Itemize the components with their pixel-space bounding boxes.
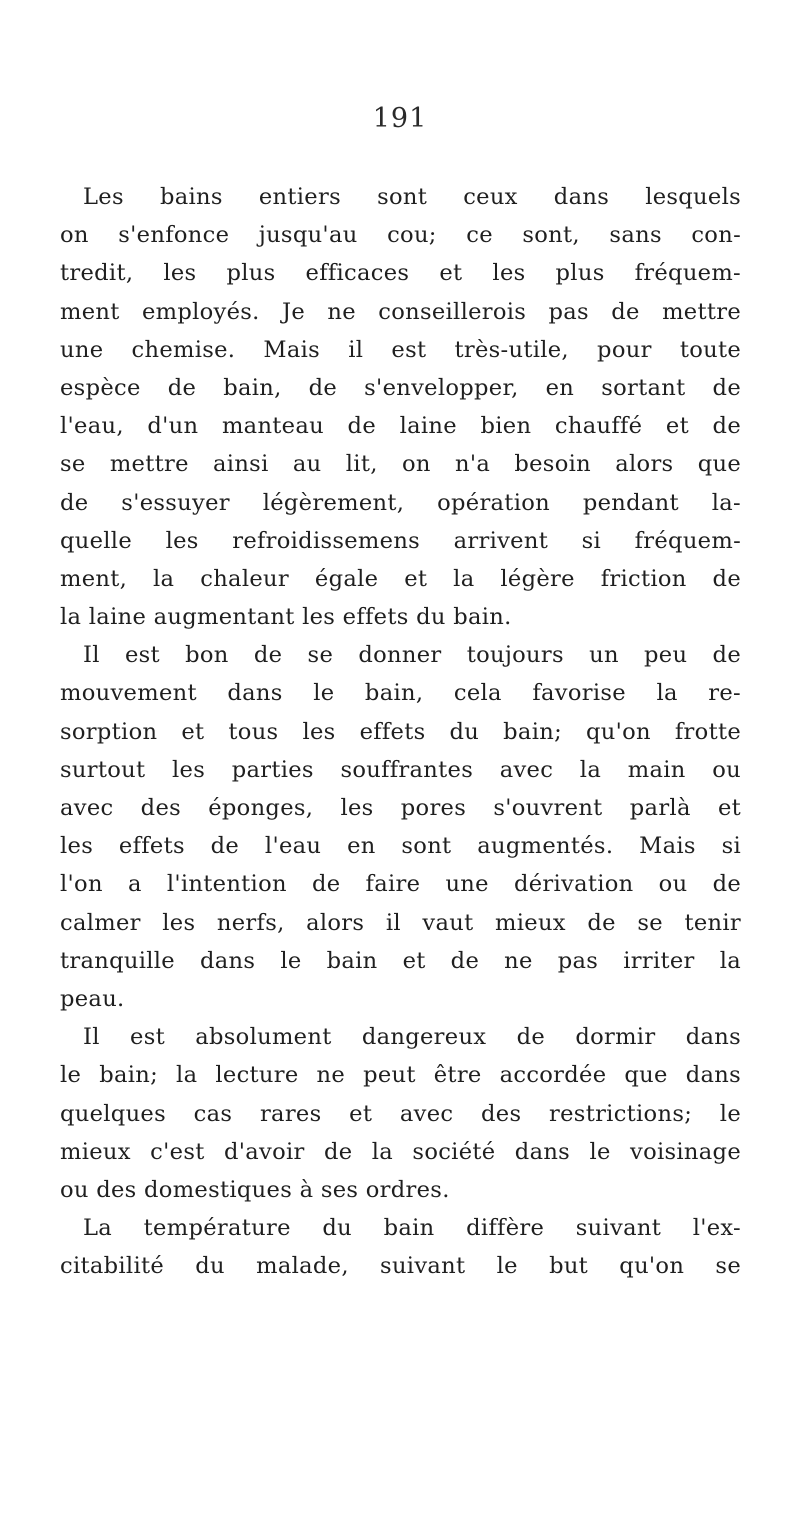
- text-line: Il est absolument dangereux de dormir dans: [83, 1024, 741, 1051]
- text-line: peau.: [60, 985, 125, 1012]
- text-line: citabilité du malade, suivant le but qu'on se: [60, 1253, 741, 1280]
- text-line: ment, la chaleur égale et la légère friction de: [60, 565, 741, 592]
- text-line: mouvement dans le bain, cela favorise la re-: [60, 680, 741, 707]
- text-line: mieux c'est d'avoir de la société dans le voisinage: [60, 1138, 741, 1165]
- text-line: se mettre ainsi au lit, on n'a besoin alors que: [60, 451, 741, 478]
- text-line: La température du bain diffère suivant l'ex-: [83, 1215, 741, 1242]
- text-line: avec des éponges, les pores s'ouvrent parlà et: [60, 795, 741, 821]
- body-text: [60, 178, 741, 1285]
- text-line: surtout les parties souffrantes avec la main ou: [60, 756, 741, 783]
- text-line: l'eau, d'un manteau de laine bien chauffé et de: [60, 413, 741, 440]
- text-line: le bain; la lecture ne peut être accordée que dans: [60, 1062, 741, 1089]
- text-line: quelle les refroidissemens arrivent si fréquem-: [60, 527, 741, 554]
- text-line: tredit, les plus efficaces et les plus fréquem-: [60, 260, 741, 287]
- text-line: Les bains entiers sont ceux dans lesquels: [83, 184, 741, 210]
- text-line: quelques cas rares et avec des restrictions; le: [60, 1100, 741, 1127]
- text-line: Il est bon de se donner toujours un peu de: [83, 642, 741, 669]
- text-line: de s'essuyer légèrement, opération pendant la-: [60, 489, 741, 516]
- text-line: sorption et tous les effets du bain; qu'on frotte: [60, 718, 741, 745]
- text-line: espèce de bain, de s'envelopper, en sortant de: [60, 374, 741, 401]
- text-line: l'on a l'intention de faire une dérivation ou de: [60, 871, 741, 898]
- text-line: tranquille dans le bain et de ne pas irriter la: [60, 947, 741, 974]
- text-line: les effets de l'eau en sont augmentés. Mais si: [60, 833, 741, 860]
- text-line: ment employés. Je ne conseillerois pas de mettre: [60, 298, 741, 325]
- text-line: on s'enfonce jusqu'au cou; ce sont, sans con-: [60, 222, 741, 249]
- text-line: la laine augmentant les effets du bain.: [60, 604, 512, 631]
- text-line: une chemise. Mais il est très-utile, pour toute: [60, 336, 741, 363]
- text-line: calmer les nerfs, alors il vaut mieux de se tenir: [60, 909, 741, 936]
- page-number: 191: [372, 103, 428, 134]
- text-line: ou des domestiques à ses ordres.: [60, 1176, 450, 1203]
